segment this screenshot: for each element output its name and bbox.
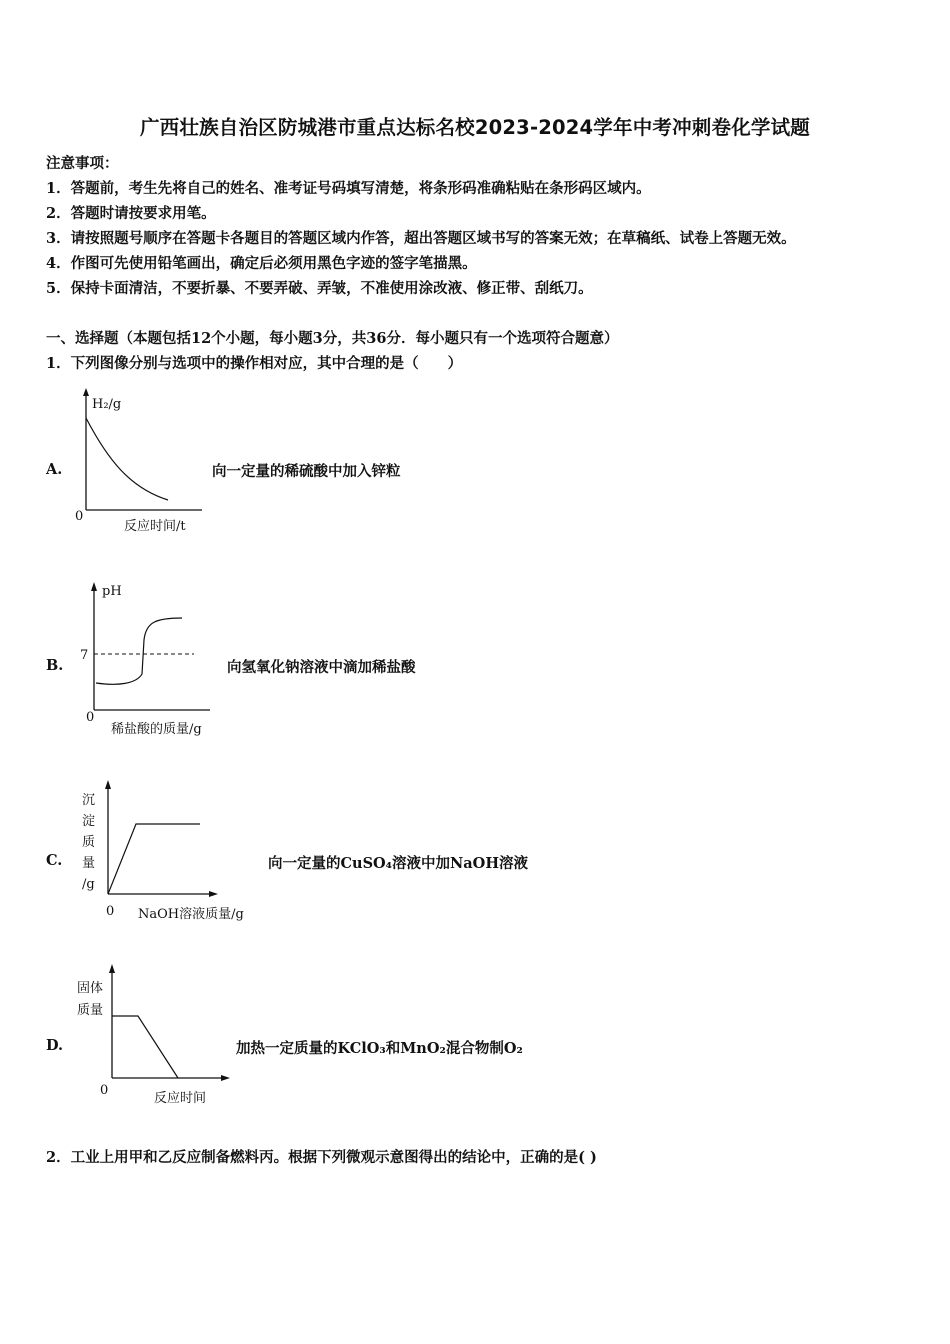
notice-item: 2．答题时请按要求用笔。 [46,205,216,222]
curve [108,824,200,894]
y-axis-arrow [109,964,115,973]
option-d-letter: D. [46,1037,64,1054]
graph-d [74,964,244,1114]
y-axis-arrow [83,388,89,396]
option-a-text: 向一定量的稀硫酸中加入锌粒 [212,463,401,480]
notice-item: 5．保持卡面清洁，不要折暴、不要弄破、弄皱，不准使用涂改液、修正带、刮纸刀。 [46,280,593,297]
origin-label: 0 [100,1083,109,1098]
notice-item: 4．作图可先使用铅笔画出，确定后必须用黑色字迹的签字笔描黑。 [46,255,477,272]
option-a-letter: A. [46,461,63,478]
y-label-char: 质 [82,835,96,850]
page-title: 广西壮族自治区防城港市重点达标名校2023-2024学年中考冲刺卷化学试题 [139,116,811,139]
y-axis-arrow [91,582,97,591]
y-label: H₂/g [92,397,122,412]
option-d-text: 加热一定质量的KClO₃和MnO₂混合物制O₂ [236,1040,523,1057]
notice-heading: 注意事项： [46,155,119,172]
y-label-char: 淀 [82,814,96,829]
section-heading: 一、选择题（本题包括12个小题，每小题3分，共36分．每小题只有一个选项符合题意） [46,330,619,347]
origin-label: 0 [75,509,84,524]
origin-label: 0 [106,904,115,919]
option-c-letter: C. [46,852,63,869]
y-label-char: 量 [82,856,96,871]
curve [112,1016,178,1078]
curve [86,418,168,500]
graph-b [78,582,238,742]
option-b-text: 向氢氧化钠溶液中滴加稀盐酸 [227,659,416,676]
x-label: 稀盐酸的质量/g [111,722,202,737]
option-b-letter: B. [46,657,64,674]
graph-a [70,388,220,538]
tick-7: 7 [80,648,89,663]
y-label-char: /g [82,877,95,892]
graph-c [78,780,278,930]
x-label: NaOH溶液质量/g [138,907,244,922]
question-2-stem: 2．工业上用甲和乙反应制备燃料丙。根据下列微观示意图得出的结论中，正确的是( ) [46,1149,597,1166]
x-axis-arrow [209,891,218,897]
question-1-stem: 1．下列图像分别与选项中的操作相对应，其中合理的是（ ） [46,355,463,372]
notice-item: 1．答题前，考生先将自己的姓名、准考证号码填写清楚，将条形码准确粘贴在条形码区域内。 [46,180,651,197]
y-axis-arrow [105,780,111,789]
curve [96,618,182,684]
notice-item: 3．请按照题号顺序在答题卡各题目的答题区域内作答，超出答题区域书写的答案无效；在草稿纸、试卷上答题无效。 [46,230,796,247]
x-label: 反应时间 [154,1091,207,1106]
y-label-char: 沉 [82,793,96,808]
origin-label: 0 [86,710,95,725]
y-label: pH [102,584,122,599]
x-axis-arrow [221,1075,230,1081]
option-c-text: 向一定量的CuSO₄溶液中加NaOH溶液 [268,855,529,872]
x-label: 反应时间/t [124,519,186,534]
y-label-line: 质量 [77,1003,104,1018]
y-label-line: 固体 [77,981,104,996]
